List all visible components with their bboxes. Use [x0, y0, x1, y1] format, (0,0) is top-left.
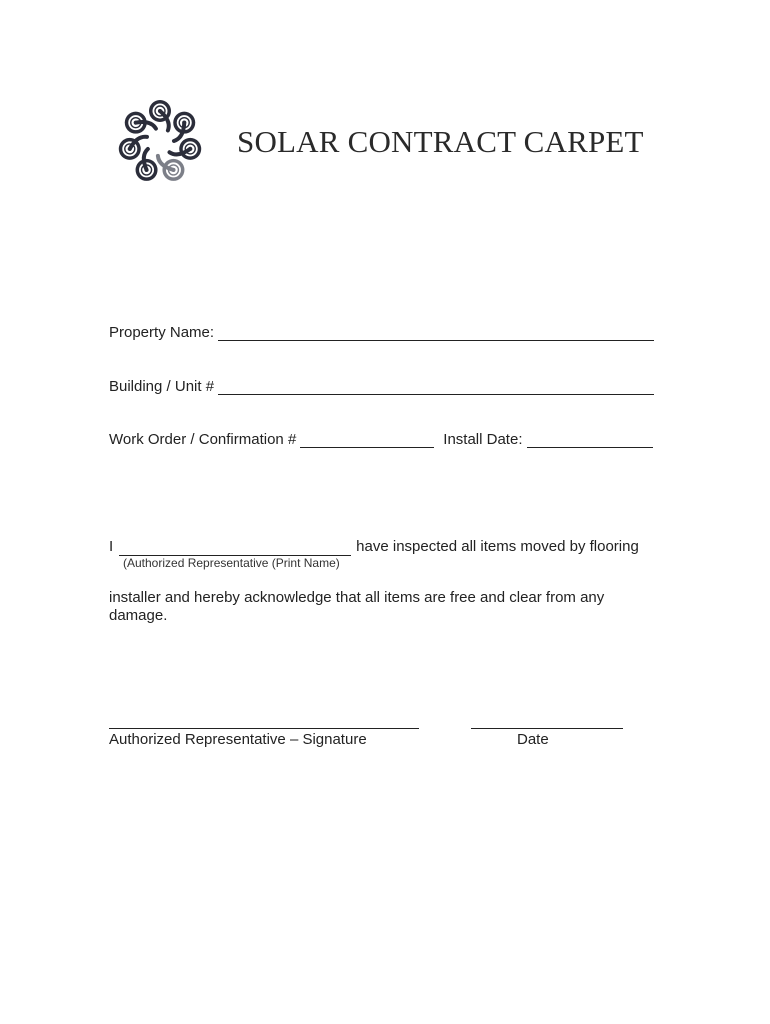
spiral-logo-icon	[110, 92, 210, 192]
signature-field[interactable]	[109, 727, 419, 729]
print-name-field[interactable]	[119, 541, 351, 556]
property-name-label: Property Name:	[109, 324, 215, 341]
property-name-row	[109, 324, 654, 341]
building-unit-field[interactable]	[218, 380, 654, 395]
acknowledgement-line1-text: have inspected all items moved by flooring	[356, 538, 639, 555]
acknowledgement-line1	[109, 538, 654, 556]
logo-group	[119, 100, 201, 181]
date-caption: Date	[517, 731, 549, 748]
signature-caption: Authorized Representative – Signature	[109, 731, 367, 748]
acknowledgement-prefix: I	[109, 538, 114, 555]
install-date-label: Install Date:	[443, 431, 523, 448]
acknowledgement-body: installer and hereby acknowledge that all items are free and clear from any damage.	[109, 589, 605, 624]
building-unit-row	[109, 378, 654, 395]
property-name-field[interactable]	[218, 326, 654, 341]
print-name-caption: (Authorized Representative (Print Name)	[123, 556, 340, 570]
building-unit-label: Building / Unit #	[109, 378, 215, 395]
install-date-field[interactable]	[527, 433, 653, 448]
work-order-row	[109, 431, 653, 448]
work-order-label: Work Order / Confirmation #	[109, 431, 297, 448]
document-title: SOLAR CONTRACT CARPET	[237, 124, 644, 159]
date-field[interactable]	[471, 727, 623, 729]
work-order-field[interactable]	[300, 433, 434, 448]
